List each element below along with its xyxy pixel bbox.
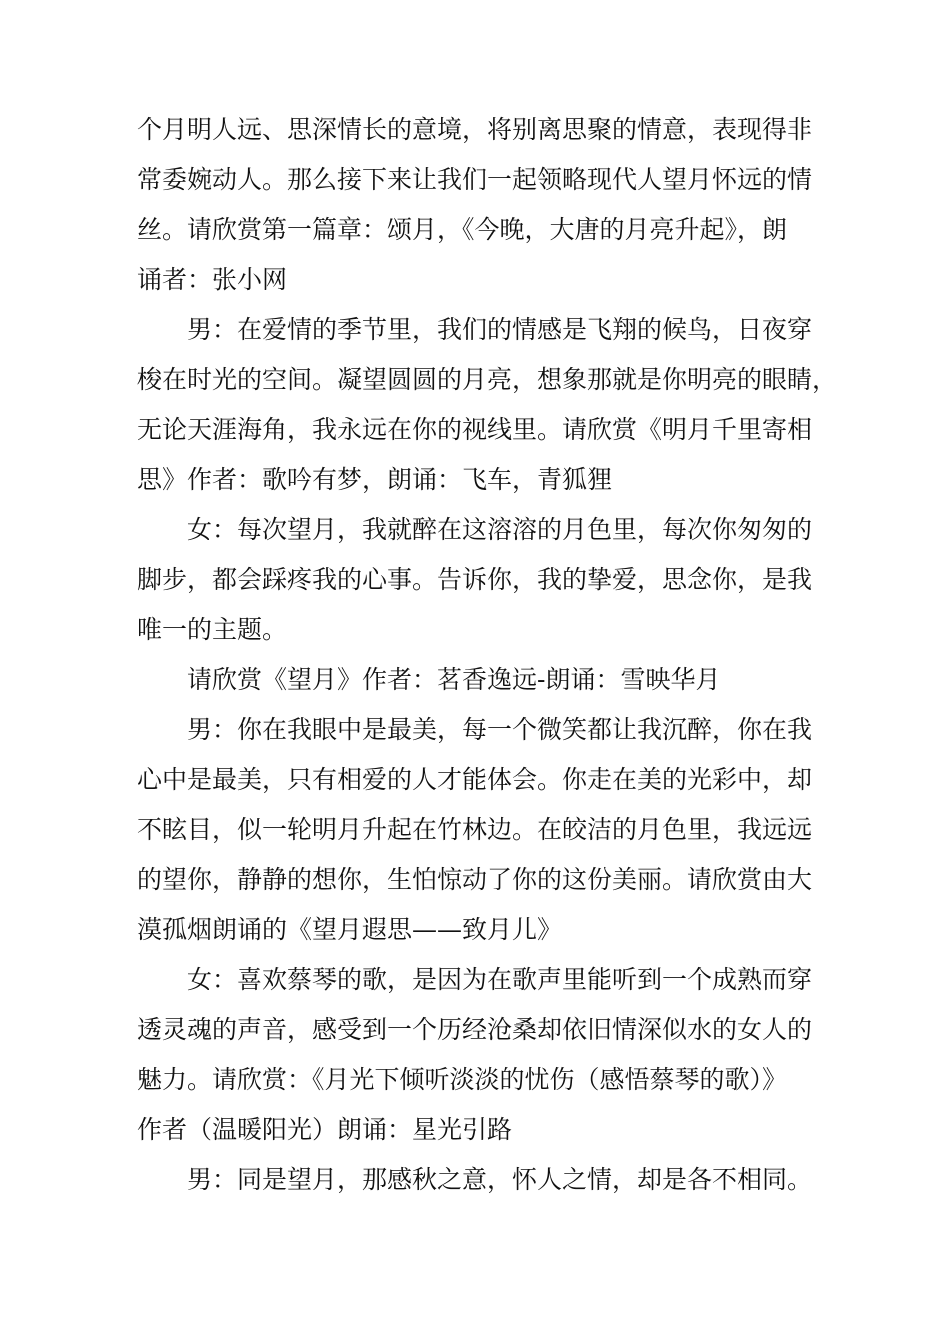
paragraph-line: 男：你在我眼中是最美，每一个微笑都让我沉醉，你在我: [187, 715, 813, 744]
paragraph-line: 作者（温暖阳光）朗诵：星光引路: [137, 1115, 513, 1144]
paragraph-line: 不眩目，似一轮明月升起在竹林边。在皎洁的月色里，我远远: [137, 815, 813, 844]
paragraph-line: 思》作者：歌吟有梦，朗诵：飞车，青狐狸: [137, 465, 613, 494]
paragraph-line: 心中是最美，只有相爱的人才能体会。你走在美的光彩中，却: [137, 765, 813, 794]
paragraph-line: 女：每次望月，我就醉在这溶溶的月色里，每次你匆匆的: [187, 515, 813, 544]
paragraph-line: 女：喜欢蔡琴的歌，是因为在歌声里能听到一个成熟而穿: [187, 965, 813, 994]
paragraph-line: 请欣赏《望月》作者：茗香逸远-朗诵：雪映华月: [187, 665, 721, 694]
paragraph-line: 脚步，都会踩疼我的心事。告诉你，我的挚爱，思念你，是我: [137, 565, 813, 594]
paragraph-line: 诵者：张小网: [137, 265, 288, 294]
paragraph-line: 的望你，静静的想你，生怕惊动了你的这份美丽。请欣赏由大: [137, 865, 813, 894]
paragraph-line: 梭在时光的空间。凝望圆圆的月亮，想象那就是你明亮的眼睛，: [137, 365, 838, 394]
paragraph-line: 唯一的主题。: [137, 615, 288, 644]
paragraph-line: 男：同是望月，那感秋之意，怀人之情，却是各不相同。: [187, 1165, 813, 1194]
paragraph-line: 漠孤烟朗诵的《望月遐思——致月儿》: [137, 915, 563, 944]
paragraph-line: 个月明人远、思深情长的意境，将别离思聚的情意，表现得非: [137, 115, 813, 144]
paragraph-line: 无论天涯海角，我永远在你的视线里。请欣赏《明月千里寄相: [137, 415, 813, 444]
paragraph-line: 透灵魂的声音，感受到一个历经沧桑却依旧情深似水的女人的: [137, 1015, 813, 1044]
paragraph-line: 常委婉动人。那么接下来让我们一起领略现代人望月怀远的情: [137, 165, 813, 194]
paragraph-line: 男：在爱情的季节里，我们的情感是飞翔的候鸟，日夜穿: [187, 315, 813, 344]
paragraph-line: 魅力。请欣赏：《月光下倾听淡淡的忧伤（感悟蔡琴的歌）》: [137, 1065, 788, 1094]
paragraph-line: 丝。请欣赏第一篇章：颂月，《今晚，大唐的月亮升起》，朗: [137, 215, 788, 244]
